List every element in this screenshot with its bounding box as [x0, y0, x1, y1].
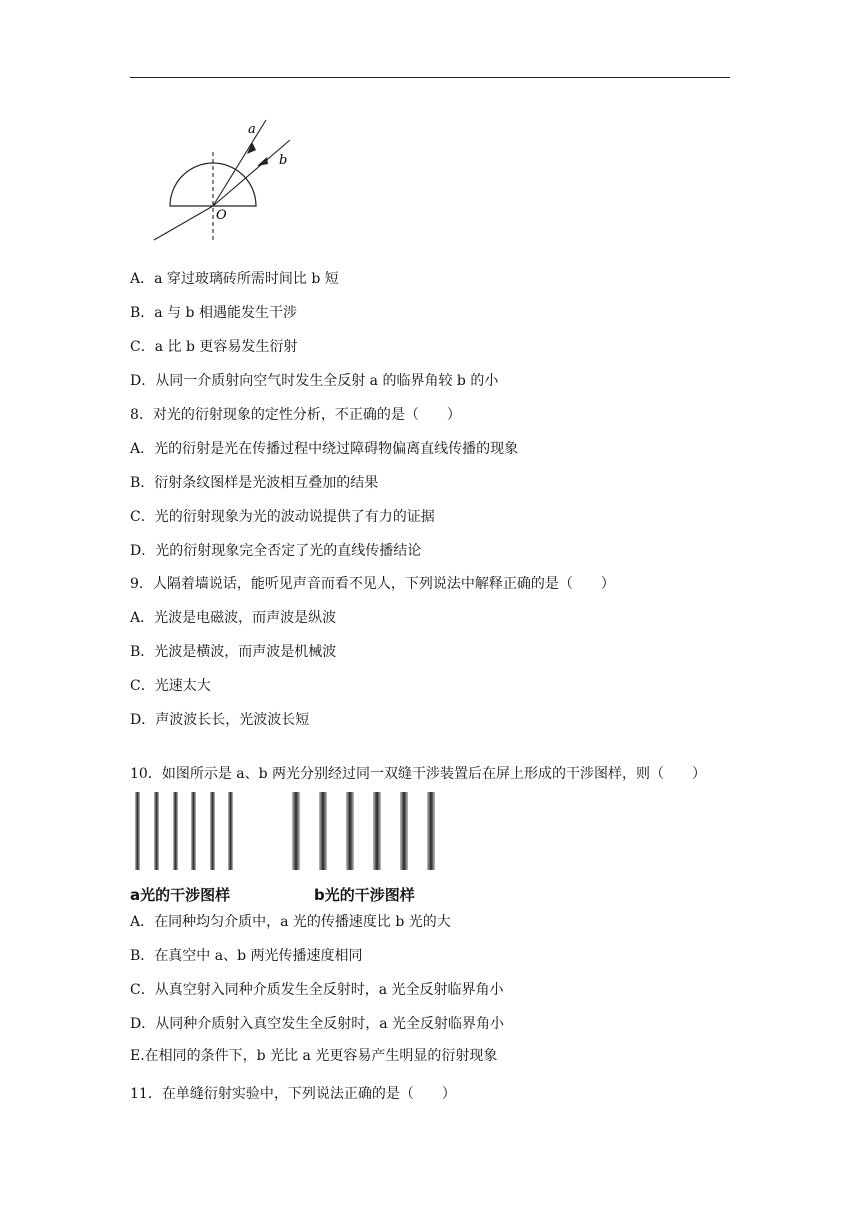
pattern-b	[292, 792, 435, 870]
q7-option-d: D．从同一介质射向空气时发生全反射 a 的临界角较 b 的小	[130, 373, 499, 389]
ray-a	[213, 120, 266, 206]
interference-patterns-figure	[130, 792, 450, 874]
q7-option-a: A．a 穿过玻璃砖所需时间比 b 短	[130, 271, 339, 287]
label-a: a	[248, 122, 256, 137]
q8-option-c: C．光的衍射现象为光的波动说提供了有力的证据	[130, 509, 435, 525]
q10-option-e: E.在相同的条件下，b 光比 a 光更容易产生明显的衍射现象	[130, 1048, 498, 1064]
q10-option-c: C．从真空射入同种介质发生全反射时，a 光全反射临界角小	[130, 982, 504, 998]
q8-stem: 8．对光的衍射现象的定性分析，不正确的是（ ）	[130, 407, 461, 423]
label-o: O	[216, 208, 227, 223]
label-b: b	[279, 153, 288, 168]
caption-a: a光的干涉图样	[130, 886, 231, 904]
q10-stem: 10．如图所示是 a、b 两光分别经过同一双缝干涉装置后在屏上形成的干涉图样，则（ ）	[130, 766, 707, 782]
q10-option-b: B．在真空中 a、b 两光传播速度相同	[130, 948, 363, 964]
q10-option-a: A．在同种均匀介质中，a 光的传播速度比 b 光的大	[130, 914, 451, 930]
q9-stem: 9．人隔着墙说话，能听见声音而看不见人，下列说法中解释正确的是（ ）	[130, 576, 615, 592]
q8-option-b: B．衍射条纹图样是光波相互叠加的结果	[130, 475, 379, 491]
exit-ray	[154, 206, 213, 240]
pattern-a	[135, 792, 233, 870]
q7-option-b: B．a 与 b 相遇能发生干涉	[130, 305, 297, 321]
q7-option-c: C．a 比 b 更容易发生衍射	[130, 339, 298, 355]
semicircle-refraction-figure	[150, 118, 310, 248]
q10-option-d: D．从同种介质射入真空发生全反射时，a 光全反射临界角小	[130, 1016, 505, 1032]
q9-option-d: D．声波波长长，光波波长短	[130, 712, 310, 728]
caption-b: b光的干涉图样	[314, 886, 415, 904]
ray-b-arrow	[257, 157, 268, 166]
q9-option-c: C．光速太大	[130, 678, 211, 694]
q9-option-a: A．光波是电磁波，而声波是纵波	[130, 610, 337, 626]
q8-option-a: A．光的衍射是光在传播过程中绕过障碍物偏离直线传播的现象	[130, 441, 519, 457]
q8-option-d: D．光的衍射现象完全否定了光的直线传播结论	[130, 543, 422, 559]
q11-stem: 11．在单缝衍射实验中，下列说法正确的是（ ）	[130, 1086, 456, 1102]
q9-option-b: B．光波是横波，而声波是机械波	[130, 644, 337, 660]
header-rule	[130, 77, 730, 78]
